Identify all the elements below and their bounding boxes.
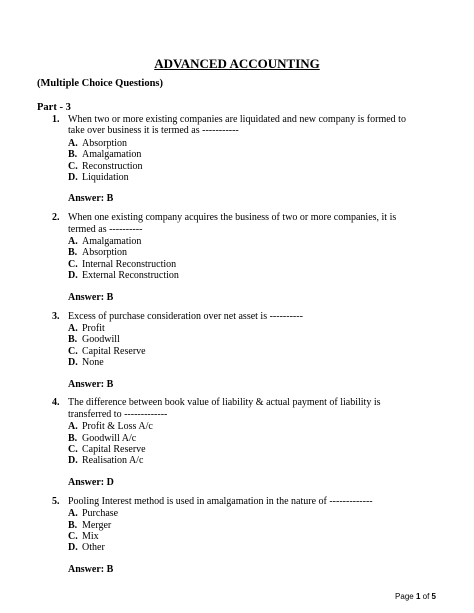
option-letter: A. xyxy=(68,236,78,248)
answer-option xyxy=(68,138,420,149)
question-text: Excess of purchase consideration over net asset is ---------- xyxy=(68,310,303,322)
option-text: Profit & Loss A/c xyxy=(82,421,153,433)
option-text: Mix xyxy=(82,530,99,542)
question-number: 2. xyxy=(52,212,60,224)
answer-option xyxy=(68,161,420,172)
answer-option xyxy=(68,508,420,519)
page-of-word: of xyxy=(422,592,430,601)
option-text: Internal Reconstruction xyxy=(82,258,177,270)
option-text: Goodwill A/c xyxy=(82,432,137,444)
answer-option xyxy=(68,270,420,281)
option-text: Other xyxy=(82,542,105,554)
answer-key: Answer: B xyxy=(68,193,114,205)
part-heading: Part - 3 xyxy=(37,102,71,113)
option-list xyxy=(68,138,420,184)
answer-option xyxy=(68,346,420,357)
answer-key: Answer: B xyxy=(68,563,114,575)
option-letter: A. xyxy=(68,137,78,149)
option-letter: D. xyxy=(68,542,78,554)
option-text: Purchase xyxy=(82,508,119,520)
option-letter: D. xyxy=(68,270,78,282)
option-text: Realisation A/c xyxy=(82,455,144,467)
question-number: 4. xyxy=(52,397,60,409)
question-list xyxy=(0,114,474,583)
question-item xyxy=(52,114,420,205)
question-item xyxy=(52,310,420,390)
option-letter: D. xyxy=(68,455,78,467)
answer-option xyxy=(68,444,420,455)
option-text: Profit xyxy=(82,322,105,334)
question-text: Pooling Interest method is used in amalgamation in the nature of ------------- xyxy=(68,495,373,507)
answer-option xyxy=(68,172,420,183)
option-text: Goodwill xyxy=(82,334,120,346)
option-text: Liquidation xyxy=(82,171,129,183)
question-number: 5. xyxy=(52,495,60,507)
option-text: External Reconstruction xyxy=(82,270,179,282)
option-text: Absorption xyxy=(82,137,127,149)
answer-key: Answer: B xyxy=(68,291,114,303)
option-letter: C. xyxy=(68,258,78,270)
page-total: 5 xyxy=(431,592,436,601)
answer-key: Answer: D xyxy=(68,476,114,488)
option-letter: B. xyxy=(68,149,78,161)
answer-option xyxy=(68,531,420,542)
answer-option xyxy=(68,149,420,160)
answer-option xyxy=(68,236,420,247)
page-word: Page xyxy=(395,592,414,601)
option-text: Capital Reserve xyxy=(82,444,146,456)
option-list xyxy=(68,421,420,467)
question-item xyxy=(52,212,420,303)
option-letter: D. xyxy=(68,357,78,369)
option-letter: B. xyxy=(68,247,78,259)
option-letter: B. xyxy=(68,432,78,444)
option-list xyxy=(68,236,420,282)
option-letter: B. xyxy=(68,519,78,531)
option-text: Amalgamation xyxy=(82,149,142,161)
option-text: Reconstruction xyxy=(82,160,143,172)
question-text: When two or more existing companies are liquidated and new company is formed to take over business it is termed as ----------- xyxy=(68,114,406,137)
answer-option xyxy=(68,259,420,270)
document-title: ADVANCED ACCOUNTING xyxy=(154,56,320,71)
option-text: Absorption xyxy=(82,247,127,259)
option-text: Amalgamation xyxy=(82,236,142,248)
question-item xyxy=(52,397,420,488)
answer-option xyxy=(68,247,420,258)
option-letter: A. xyxy=(68,322,78,334)
question-text: The difference between book value of liability & actual payment of liability is transferred to ------------- xyxy=(68,397,381,420)
option-text: Merger xyxy=(82,519,112,531)
page-current: 1 xyxy=(415,592,421,601)
option-letter: C. xyxy=(68,160,78,172)
option-letter: D. xyxy=(68,171,78,183)
answer-option xyxy=(68,334,420,345)
option-letter: C. xyxy=(68,530,78,542)
answer-option xyxy=(68,542,420,553)
option-text: Capital Reserve xyxy=(82,345,146,357)
answer-option xyxy=(68,455,420,466)
option-letter: B. xyxy=(68,334,78,346)
answer-option xyxy=(68,520,420,531)
answer-option xyxy=(68,421,420,432)
question-text: When one existing company acquires the business of two or more companies, it is termed as ---------- xyxy=(68,212,397,235)
question-number: 1. xyxy=(52,114,60,125)
option-letter: C. xyxy=(68,345,78,357)
answer-key: Answer: B xyxy=(68,378,114,390)
option-list xyxy=(68,323,420,369)
question-number: 3. xyxy=(52,310,60,322)
option-letter: C. xyxy=(68,444,78,456)
document-subtitle: (Multiple Choice Questions) xyxy=(37,78,163,89)
answer-option xyxy=(68,323,420,334)
option-list xyxy=(68,508,420,554)
page-footer xyxy=(395,592,436,602)
answer-option xyxy=(68,433,420,444)
option-text: None xyxy=(82,357,104,369)
question-item xyxy=(52,495,420,575)
option-letter: A. xyxy=(68,508,78,520)
option-letter: A. xyxy=(68,421,78,433)
answer-option xyxy=(68,357,420,368)
